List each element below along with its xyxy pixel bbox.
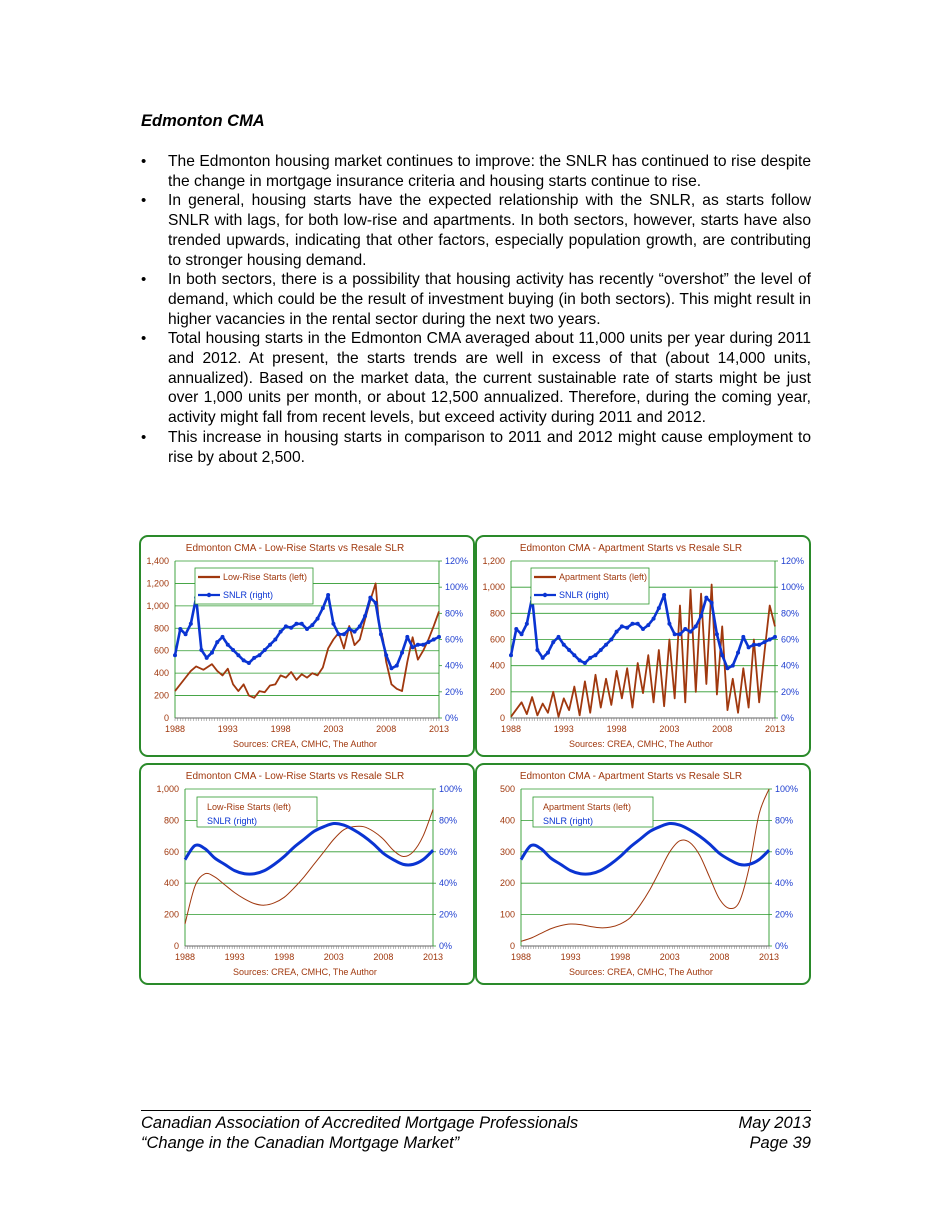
bullet-list — [141, 152, 811, 467]
snlr-data-point — [389, 666, 393, 670]
snlr-data-point — [694, 624, 698, 628]
right-axis-tick-label: 40% — [781, 660, 800, 671]
snlr-data-point — [699, 614, 703, 618]
left-axis-tick-label: 0 — [509, 941, 515, 951]
snlr-data-point — [374, 601, 378, 605]
x-axis-tick-label: 1988 — [164, 724, 186, 734]
legend-marker — [207, 593, 211, 597]
right-axis-tick-label: 40% — [439, 878, 458, 889]
left-axis-tick-label: 1,400 — [146, 556, 169, 566]
chart-title: Edmonton CMA - Low-Rise Starts vs Resale SLR — [185, 771, 405, 782]
right-axis-tick-label: 80% — [445, 608, 464, 619]
snlr-data-point — [657, 606, 661, 610]
bullet-item: • In both sectors, there is a possibility that housing activity has recently “overshot” the level of demand, which could be the result of investment buying (in both sectors). This might result in higher vacancies in the rental sector during the next two years. — [141, 270, 811, 329]
snlr-data-point — [353, 630, 357, 634]
right-axis-tick-label: 80% — [439, 815, 458, 826]
left-axis-tick-label: 0 — [163, 713, 169, 723]
snlr-data-point — [411, 645, 415, 649]
x-axis-tick-label: 1993 — [217, 724, 238, 734]
snlr-data-point — [321, 606, 325, 610]
right-axis-tick-label: 20% — [439, 909, 458, 920]
chart-svg — [477, 537, 809, 755]
left-axis-tick-label: 200 — [489, 686, 505, 697]
snlr-data-point — [741, 635, 745, 639]
snlr-data-point — [578, 658, 582, 662]
snlr-data-point — [426, 640, 430, 644]
snlr-data-point — [342, 632, 346, 636]
left-axis-tick-label: 1,000 — [146, 600, 169, 611]
snlr-data-point — [720, 653, 724, 657]
snlr-data-point — [604, 643, 608, 647]
snlr-data-point — [300, 622, 304, 626]
snlr-data-point — [226, 643, 230, 647]
chart-source: Sources: CREA, CMHC, The Author — [233, 739, 377, 749]
x-axis-tick-label: 2003 — [323, 952, 344, 962]
snlr-data-point — [416, 643, 420, 647]
chart-apartment-starts-smoothed — [475, 763, 811, 985]
chart-svg — [477, 765, 809, 983]
left-axis-tick-label: 300 — [499, 846, 515, 857]
right-axis-tick-label: 80% — [781, 608, 800, 619]
snlr-data-point — [379, 632, 383, 636]
legend-label: Apartment Starts (left) — [543, 802, 632, 812]
snlr-data-point — [509, 653, 513, 657]
left-axis-tick-label: 400 — [489, 660, 505, 671]
right-axis-tick-label: 20% — [445, 686, 464, 697]
snlr-data-point — [588, 656, 592, 660]
snlr-data-point — [678, 632, 682, 636]
snlr-data-point — [636, 622, 640, 626]
left-axis-tick-label: 200 — [499, 878, 515, 889]
chart-svg — [141, 765, 473, 983]
right-axis-tick-label: 20% — [781, 686, 800, 697]
snlr-data-point — [762, 640, 766, 644]
snlr-data-point — [557, 635, 561, 639]
right-axis-tick-label: 40% — [775, 878, 794, 889]
x-axis-tick-label: 2013 — [422, 952, 444, 962]
snlr-data-point — [625, 626, 629, 630]
left-axis-tick-label: 500 — [499, 784, 515, 794]
snlr-data-point — [268, 643, 272, 647]
snlr-series-line — [185, 823, 433, 874]
right-axis-tick-label: 60% — [775, 846, 794, 857]
x-axis-tick-label: 1993 — [224, 952, 245, 962]
footer-page-number: Page 39 — [749, 1134, 811, 1152]
right-axis-tick-label: 0% — [445, 713, 459, 723]
left-axis-tick-label: 1,000 — [156, 784, 179, 794]
chart-title: Edmonton CMA - Low-Rise Starts vs Resale SLR — [185, 543, 405, 554]
left-axis-tick-label: 800 — [153, 623, 169, 634]
snlr-data-point — [421, 643, 425, 647]
left-axis-tick-label: 800 — [163, 815, 179, 826]
snlr-data-point — [289, 626, 293, 630]
snlr-data-point — [358, 624, 362, 628]
snlr-data-point — [405, 635, 409, 639]
legend-label: Apartment Starts (left) — [559, 572, 648, 582]
x-axis-tick-label: 2008 — [373, 952, 394, 962]
snlr-data-point — [231, 648, 235, 652]
snlr-data-point — [689, 630, 693, 634]
snlr-data-point — [704, 596, 708, 600]
x-axis-tick-label: 2008 — [376, 724, 397, 734]
left-axis-tick-label: 400 — [153, 668, 169, 679]
legend-label: Low-Rise Starts (left) — [223, 572, 308, 582]
snlr-data-point — [520, 632, 524, 636]
legend-label: SNLR (right) — [223, 590, 274, 600]
right-axis-tick-label: 120% — [781, 556, 805, 566]
snlr-data-point — [236, 653, 240, 657]
right-axis-tick-label: 20% — [775, 909, 794, 920]
snlr-data-point — [615, 630, 619, 634]
x-axis-tick-label: 2003 — [659, 724, 680, 734]
snlr-data-point — [210, 651, 214, 655]
x-axis-tick-label: 1993 — [553, 724, 574, 734]
right-axis-tick-label: 60% — [445, 634, 464, 645]
snlr-data-point — [609, 638, 613, 642]
snlr-data-point — [326, 593, 330, 597]
snlr-data-point — [683, 627, 687, 631]
snlr-data-point — [400, 651, 404, 655]
snlr-data-point — [173, 653, 177, 657]
x-axis-tick-label: 2013 — [764, 724, 786, 734]
left-axis-tick-label: 400 — [163, 878, 179, 889]
chart-source: Sources: CREA, CMHC, The Author — [233, 967, 377, 977]
snlr-data-point — [337, 632, 341, 636]
snlr-data-point — [768, 638, 772, 642]
snlr-data-point — [331, 622, 335, 626]
footer-divider — [141, 1110, 811, 1111]
snlr-data-point — [199, 648, 203, 652]
right-axis-tick-label: 0% — [439, 941, 453, 951]
snlr-data-point — [546, 651, 550, 655]
x-axis-tick-label: 2003 — [659, 952, 680, 962]
snlr-data-point — [384, 653, 388, 657]
x-axis-tick-label: 1988 — [174, 952, 196, 962]
snlr-data-point — [551, 640, 555, 644]
x-axis-tick-label: 2013 — [428, 724, 450, 734]
left-axis-tick-label: 0 — [173, 941, 179, 951]
snlr-data-point — [535, 648, 539, 652]
snlr-data-point — [757, 643, 761, 647]
snlr-data-point — [178, 627, 182, 631]
left-axis-tick-label: 400 — [499, 815, 515, 826]
snlr-data-point — [242, 658, 246, 662]
snlr-data-point — [215, 640, 219, 644]
snlr-data-point — [310, 623, 314, 627]
snlr-data-point — [673, 632, 677, 636]
legend-label: SNLR (right) — [207, 816, 258, 826]
snlr-data-point — [368, 596, 372, 600]
snlr-data-point — [347, 627, 351, 631]
snlr-data-point — [725, 666, 729, 670]
left-axis-tick-label: 1,200 — [482, 556, 505, 566]
snlr-data-point — [221, 635, 225, 639]
snlr-data-point — [541, 656, 545, 660]
x-axis-tick-label: 1998 — [606, 724, 627, 734]
snlr-data-point — [257, 653, 261, 657]
x-axis-tick-label: 1998 — [274, 952, 295, 962]
snlr-data-point — [593, 653, 597, 657]
x-axis-tick-label: 1988 — [510, 952, 532, 962]
snlr-data-point — [205, 656, 209, 660]
snlr-series-line — [511, 595, 775, 668]
snlr-data-point — [279, 630, 283, 634]
legend-label: SNLR (right) — [559, 590, 610, 600]
bullet-item: • This increase in housing starts in comparison to 2011 and 2012 might cause employment to rise by about 2,500. — [141, 428, 811, 467]
snlr-data-point — [252, 656, 256, 660]
left-axis-tick-label: 100 — [499, 909, 515, 920]
right-axis-tick-label: 120% — [445, 556, 469, 566]
snlr-data-point — [652, 617, 656, 621]
x-axis-tick-label: 2013 — [758, 952, 780, 962]
right-axis-tick-label: 0% — [781, 713, 795, 723]
left-axis-tick-label: 600 — [489, 634, 505, 645]
chart-title: Edmonton CMA - Apartment Starts vs Resale SLR — [519, 543, 743, 554]
snlr-data-point — [630, 622, 634, 626]
snlr-data-point — [305, 627, 309, 631]
snlr-data-point — [514, 627, 518, 631]
snlr-data-point — [599, 648, 603, 652]
left-axis-tick-label: 200 — [153, 690, 169, 701]
bullet-item: • The Edmonton housing market continues to improve: the SNLR has continued to rise despite the change in mortgage insurance criteria and housing starts continue to rise. — [141, 152, 811, 191]
snlr-data-point — [710, 601, 714, 605]
snlr-data-point — [583, 661, 587, 665]
snlr-data-point — [363, 614, 367, 618]
legend-marker — [543, 593, 547, 597]
x-axis-tick-label: 1998 — [270, 724, 291, 734]
chart-lowrise-starts-smoothed — [139, 763, 475, 985]
snlr-data-point — [646, 623, 650, 627]
snlr-data-point — [747, 645, 751, 649]
snlr-data-point — [525, 622, 529, 626]
snlr-series-line — [521, 823, 769, 874]
right-axis-tick-label: 100% — [445, 582, 469, 593]
snlr-data-point — [731, 664, 735, 668]
snlr-data-point — [562, 643, 566, 647]
snlr-data-point — [572, 653, 576, 657]
snlr-data-point — [395, 664, 399, 668]
left-axis-tick-label: 1,000 — [482, 582, 505, 593]
right-axis-tick-label: 100% — [781, 582, 805, 593]
snlr-data-point — [247, 661, 251, 665]
left-axis-tick-label: 600 — [163, 846, 179, 857]
right-axis-tick-label: 60% — [781, 634, 800, 645]
section-heading: Edmonton CMA — [141, 112, 265, 130]
snlr-data-point — [620, 624, 624, 628]
snlr-data-point — [432, 638, 436, 642]
snlr-data-point — [316, 617, 320, 621]
x-axis-tick-label: 2003 — [323, 724, 344, 734]
bullet-item: • In general, housing starts have the expected relationship with the SNLR, as starts follow SNLR with lags, for both low-rise and apartments. In both sectors, however, starts have also trended upwards, indicating that other factors, especially population growth, are contributing to stronger housing demand. — [141, 191, 811, 270]
chart-source: Sources: CREA, CMHC, The Author — [569, 739, 713, 749]
snlr-data-point — [773, 635, 777, 639]
snlr-data-point — [189, 622, 193, 626]
footer-organization: Canadian Association of Accredited Mortgage Professionals — [141, 1114, 579, 1132]
legend-label: SNLR (right) — [543, 816, 594, 826]
x-axis-tick-label: 1988 — [500, 724, 522, 734]
snlr-data-point — [437, 635, 441, 639]
chart-apartment-starts-raw — [475, 535, 811, 757]
snlr-data-point — [667, 622, 671, 626]
right-axis-tick-label: 60% — [439, 846, 458, 857]
left-axis-tick-label: 600 — [153, 645, 169, 656]
right-axis-tick-label: 0% — [775, 941, 789, 951]
left-axis-tick-label: 0 — [499, 713, 505, 723]
legend-label: Low-Rise Starts (left) — [207, 802, 292, 812]
snlr-data-point — [273, 638, 277, 642]
right-axis-tick-label: 100% — [775, 784, 799, 794]
footer-report-title: “Change in the Canadian Mortgage Market” — [141, 1134, 460, 1152]
x-axis-tick-label: 2008 — [709, 952, 730, 962]
snlr-data-point — [715, 632, 719, 636]
right-axis-tick-label: 80% — [775, 815, 794, 826]
snlr-data-point — [736, 651, 740, 655]
x-axis-tick-label: 1998 — [610, 952, 631, 962]
left-axis-tick-label: 800 — [489, 608, 505, 619]
chart-title: Edmonton CMA - Apartment Starts vs Resale SLR — [519, 771, 743, 782]
left-axis-tick-label: 1,200 — [146, 578, 169, 589]
snlr-data-point — [184, 632, 188, 636]
chart-source: Sources: CREA, CMHC, The Author — [569, 967, 713, 977]
left-axis-tick-label: 200 — [163, 909, 179, 920]
snlr-data-point — [284, 624, 288, 628]
bullet-item: • Total housing starts in the Edmonton CMA averaged about 11,000 units per year during 2011 and 2012. At present, the starts trends are well in excess of that (about 14,000 units, annualized). Based on the market data, the current sustainable rate of starts might be just over 1,000 units per month, or about 12,500 annualized. Therefore, during the coming year, activity might fall from recent levels, but exceed activity during 2011 and 2012. — [141, 329, 811, 428]
chart-lowrise-starts-raw — [139, 535, 475, 757]
x-axis-tick-label: 1993 — [560, 952, 581, 962]
right-axis-tick-label: 100% — [439, 784, 463, 794]
snlr-data-point — [567, 648, 571, 652]
snlr-data-point — [641, 627, 645, 631]
chart-svg — [141, 537, 473, 755]
snlr-data-point — [263, 648, 267, 652]
x-axis-tick-label: 2008 — [712, 724, 733, 734]
right-axis-tick-label: 40% — [445, 660, 464, 671]
snlr-data-point — [752, 643, 756, 647]
snlr-data-point — [662, 593, 666, 597]
footer-date: May 2013 — [738, 1114, 811, 1132]
snlr-data-point — [294, 622, 298, 626]
